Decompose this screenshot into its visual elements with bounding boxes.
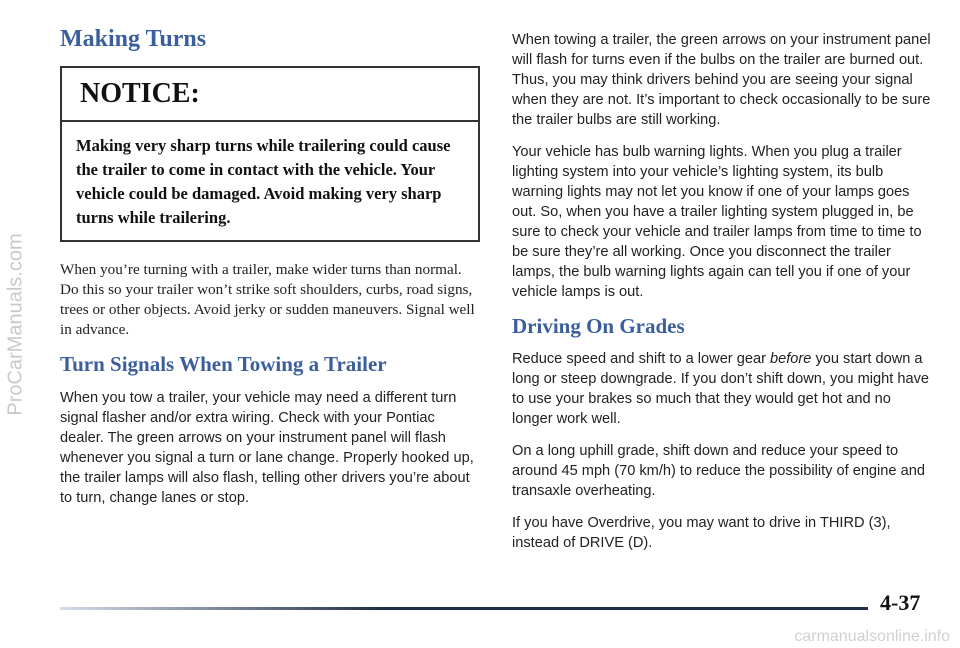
footer-watermark: carmanualsonline.info — [794, 628, 950, 645]
overdrive-paragraph: If you have Overdrive, you may want to drive in THIRD (3), instead of DRIVE (D). — [512, 515, 891, 552]
side-watermark-text: ProCarManuals.com — [4, 232, 27, 416]
notice-box — [60, 66, 480, 242]
downgrade-text-start: Reduce speed and shift to a lower gear — [512, 351, 770, 368]
notice-text: Making very sharp turns while trailering could cause the trailer to come in contact with the vehicle. Your vehicle could be damaged. Avoid making very sharp turns while trailering. — [76, 136, 451, 228]
before-emphasis: before — [770, 351, 812, 368]
turn-signals-heading: Turn Signals When Towing a Trailer — [60, 352, 387, 377]
green-arrows-paragraph: When towing a trailer, the green arrows on your instrument panel will flash for turns even if the bulbs on the trailer are burned out. Thus, you may think drivers behind you are seeing your signal when they are not. It’s important to check occasionally to be sure the trailer bulbs are still working. — [512, 32, 931, 128]
side-watermark — [2, 24, 30, 624]
footer-rule — [60, 607, 868, 610]
bulb-warning-paragraph: Your vehicle has bulb warning lights. When you plug a trailer lighting system into your vehicle’s lighting system, its bulb warning lights may not let you know if one of your lamps goes out. So, when you have a trailer lighting system plugged in, be sure to check your vehicle and trailer lamps from time to time to be sure they’re all working. Once you disconnect the trailer lamps, the bulb warning lights again can tell you if one of your vehicle lamps is out. — [512, 144, 922, 300]
driving-on-grades-heading: Driving On Grades — [512, 314, 685, 338]
notice-title: NOTICE: — [62, 68, 478, 122]
uphill-paragraph: On a long uphill grade, shift down and reduce your speed to around 45 mph (70 km/h) to reduce the possibility of engine and transaxle overheating. — [512, 443, 925, 500]
downgrade-paragraph — [512, 349, 932, 429]
right-column — [512, 30, 932, 565]
page-number: 4-37 — [880, 590, 921, 615]
turning-paragraph: When you’re turning with a trailer, make wider turns than normal. Do this so your trailer won’t strike soft shoulders, curbs, road signs, trees or other objects. Avoid jerky or sudden maneuvers. Signal well in advance. — [60, 261, 475, 339]
making-turns-heading: Making Turns — [60, 26, 207, 52]
left-column — [60, 26, 480, 520]
downgrade-text-end: you start down a long or steep downgrade. If you don’t shift down, you might have to use your brakes so much that they would get hot and no longer work well. — [512, 351, 929, 428]
turn-signals-paragraph: When you tow a trailer, your vehicle may need a different turn signal flasher and/or extra wiring. Check with your Pontiac dealer. The green arrows on your instrument panel will flash whenever you signal a turn or lane change. Properly hooked up, the trailer lamps will also flash, telling other drivers you’re about to turn, change lanes or stop. — [60, 389, 474, 506]
